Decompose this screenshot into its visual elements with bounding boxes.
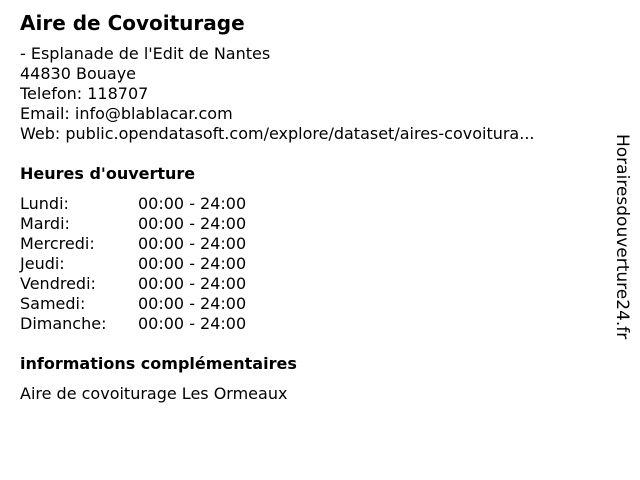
address-block bbox=[20, 44, 535, 144]
time-range: 00:00 - 24:00 bbox=[138, 274, 247, 293]
postal-city: 44830 Bouaye bbox=[20, 64, 137, 83]
phone-number[interactable]: Telefon: 118707 bbox=[20, 84, 149, 103]
hours-heading: Heures d'ouverture bbox=[20, 164, 196, 183]
day-label: Vendredi: bbox=[20, 274, 96, 293]
time-range: 00:00 - 24:00 bbox=[138, 234, 247, 253]
website-link[interactable]: Web: public.opendatasoft.com/explore/dataset/aires-covoitura... bbox=[20, 124, 535, 143]
time-range: 00:00 - 24:00 bbox=[138, 214, 247, 233]
opening-hours-table bbox=[20, 194, 246, 334]
info-heading: informations complémentaires bbox=[20, 354, 297, 373]
day-label: Dimanche: bbox=[20, 314, 107, 333]
time-range: 00:00 - 24:00 bbox=[138, 194, 247, 213]
hours-row-wednesday bbox=[20, 234, 246, 254]
hours-row-tuesday bbox=[20, 214, 246, 234]
street-address: - Esplanade de l'Edit de Nantes bbox=[20, 44, 271, 63]
hours-row-sunday bbox=[20, 314, 246, 334]
hours-row-friday bbox=[20, 274, 246, 294]
day-label: Jeudi: bbox=[20, 254, 65, 273]
hours-row-thursday bbox=[20, 254, 246, 274]
day-label: Mardi: bbox=[20, 214, 70, 233]
hours-row-monday bbox=[20, 194, 246, 214]
day-label: Samedi: bbox=[20, 294, 86, 313]
hours-row-saturday bbox=[20, 294, 246, 314]
email-address[interactable]: Email: info@blablacar.com bbox=[20, 104, 233, 123]
day-label: Lundi: bbox=[20, 194, 69, 213]
day-label: Mercredi: bbox=[20, 234, 95, 253]
page-title: Aire de Covoiturage bbox=[20, 11, 245, 35]
time-range: 00:00 - 24:00 bbox=[138, 314, 247, 333]
time-range: 00:00 - 24:00 bbox=[138, 254, 247, 273]
time-range: 00:00 - 24:00 bbox=[138, 294, 247, 313]
info-text: Aire de covoiturage Les Ormeaux bbox=[20, 384, 288, 403]
site-watermark: Horairesdouverture24.fr bbox=[612, 134, 632, 340]
